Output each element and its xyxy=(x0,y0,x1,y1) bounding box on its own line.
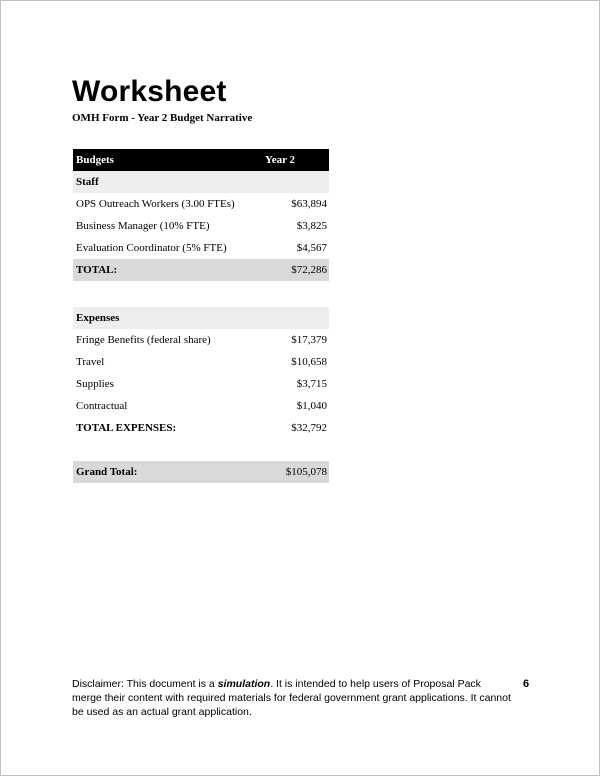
row-label: Business Manager (10% FTE) xyxy=(76,220,210,232)
row-value: $63,894 xyxy=(291,198,327,210)
row-label: Fringe Benefits (federal share) xyxy=(76,334,211,346)
total-value: $32,792 xyxy=(291,422,327,434)
row-value: $10,658 xyxy=(291,356,327,368)
grand-total-table xyxy=(73,461,329,483)
row-label: Supplies xyxy=(76,378,114,390)
row-label: Evaluation Coordinator (5% FTE) xyxy=(76,242,227,254)
table-row xyxy=(73,395,329,417)
grand-total-value: $105,078 xyxy=(285,466,327,478)
row-value: $17,379 xyxy=(291,334,327,346)
section-heading-label: Staff xyxy=(76,176,99,188)
row-label: OPS Outreach Workers (3.00 FTEs) xyxy=(76,198,235,210)
row-value: $4,567 xyxy=(296,242,327,254)
table-row xyxy=(73,329,329,351)
table-header-label: Budgets xyxy=(76,154,114,166)
table-header-column: Year 2 xyxy=(265,154,296,166)
table-header-row xyxy=(73,149,329,171)
grand-total-row xyxy=(73,461,329,483)
expenses-section-heading xyxy=(73,307,329,329)
table-row xyxy=(73,215,329,237)
staff-section-heading xyxy=(73,171,329,193)
disclaimer-emphasis: simulation xyxy=(217,678,271,690)
disclaimer-part2: . It is intended to help users of Proposal Pack merge their content with required materials for federal government grant applications. It cannot be used as an actual grant application. xyxy=(72,678,511,718)
table-row xyxy=(73,351,329,373)
row-value: $3,715 xyxy=(296,378,327,390)
table-row xyxy=(73,237,329,259)
grand-total-label: Grand Total: xyxy=(76,466,138,478)
staff-budget-table xyxy=(73,149,329,281)
expenses-budget-table xyxy=(73,307,329,439)
row-label: Travel xyxy=(76,356,105,368)
expenses-total-row xyxy=(73,417,329,439)
page-subtitle: OMH Form - Year 2 Budget Narrative xyxy=(72,112,253,124)
total-label: TOTAL: xyxy=(76,264,118,276)
page-number: 6 xyxy=(523,678,530,690)
section-heading-label: Expenses xyxy=(76,312,120,324)
disclaimer-text xyxy=(72,677,512,719)
row-value: $1,040 xyxy=(296,400,327,412)
disclaimer-part1: Disclaimer: This document is a xyxy=(72,678,218,690)
total-label: TOTAL EXPENSES: xyxy=(76,422,177,434)
staff-total-row xyxy=(73,259,329,281)
row-label: Contractual xyxy=(76,400,128,412)
table-row xyxy=(73,373,329,395)
row-value: $3,825 xyxy=(296,220,327,232)
table-row xyxy=(73,193,329,215)
page-title: Worksheet xyxy=(72,75,227,108)
total-value: $72,286 xyxy=(291,264,327,276)
